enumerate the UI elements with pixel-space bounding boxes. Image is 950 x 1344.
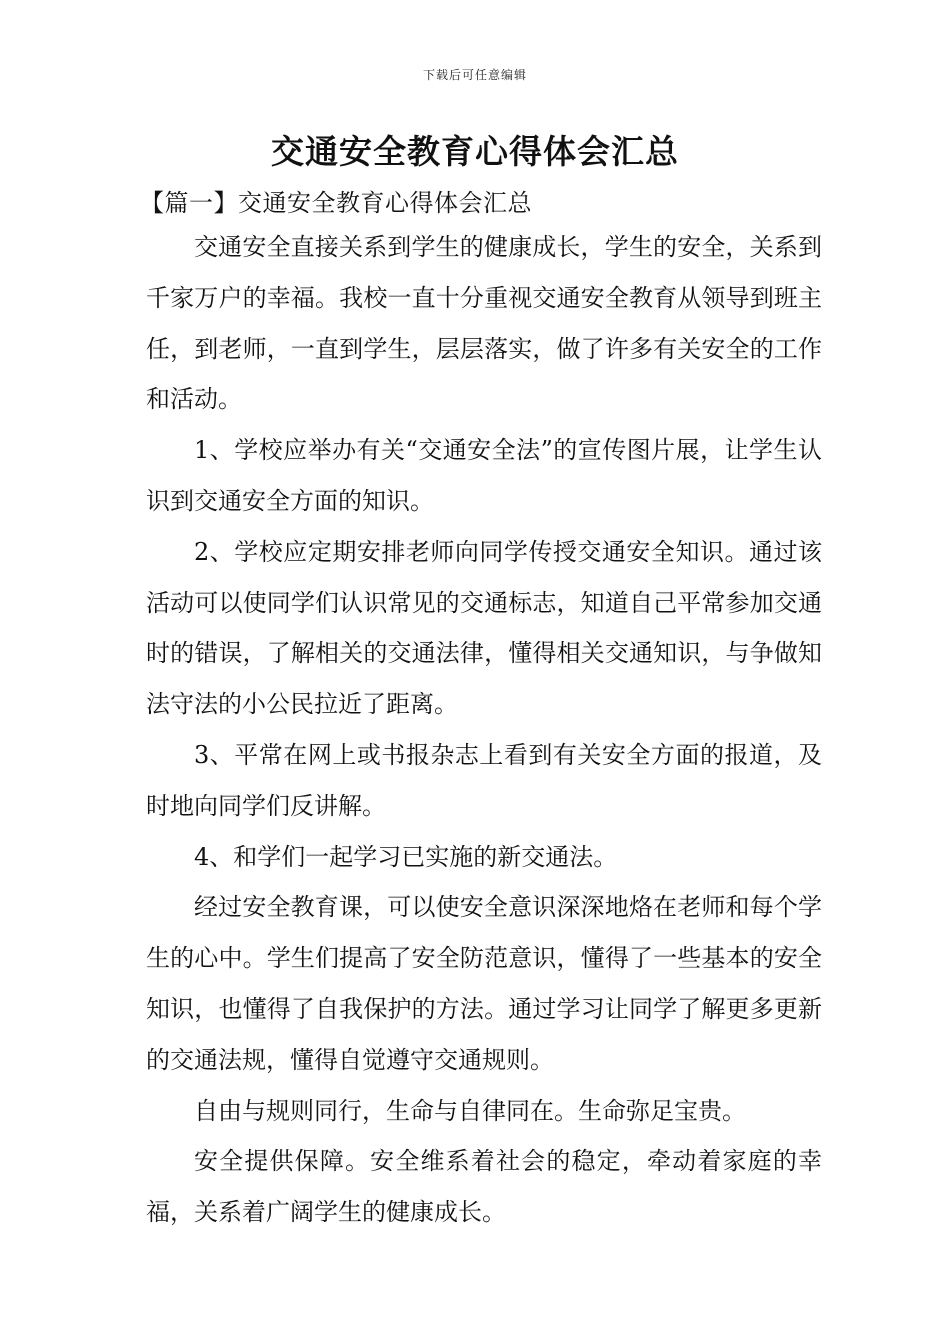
paragraph-intro: 交通安全直接关系到学生的健康成长，学生的安全，关系到千家万户的幸福。我校一直十分重视交通安全教育从领导到班主任，到老师，一直到学生，层层落实，做了许多有关安全的工作和活动。 [146, 233, 822, 414]
paragraph-summary: 经过安全教育课，可以使安全意识深深地烙在老师和每个学生的心中。学生们提高了安全防范意识，懂得了一些基本的安全知识，也懂得了自我保护的方法。通过学习让同学了解更多更新的交通法规，懂得自觉遵守交通规则。 [146, 893, 822, 1074]
paragraph-item-1: 1、学校应举办有关“交通安全法”的宣传图片展，让学生认识到交通安全方面的知识。 [146, 436, 822, 515]
paragraph-item-3: 3、平常在网上或书报杂志上看到有关安全方面的报道，及时地向同学们反讲解。 [146, 740, 822, 820]
header-note: 下载后可任意编辑 [422, 68, 527, 82]
paragraph-item-4: 4、和学们一起学习已实施的新交通法。 [194, 842, 618, 871]
paragraph-item-2: 2、学校应定期安排老师向同学传授交通安全知识。通过该活动可以使同学们认识常见的交通标志，知道自己平常参加交通时的错误，了解相关的交通法律，懂得相关交通知识，与争做知法守法的小公民拉近了距离。 [146, 537, 822, 719]
paragraph-slogan: 自由与规则同行，生命与自律同在。生命弥足宝贵。 [194, 1096, 746, 1125]
section-heading: 【篇一】交通安全教育心得体会汇总 [140, 189, 532, 217]
document-title: 交通安全教育心得体会汇总 [271, 132, 679, 171]
document-body [146, 222, 822, 1238]
paragraph-closing: 安全提供保障。安全维系着社会的稳定，牵动着家庭的幸福，关系着广阔学生的健康成长。 [146, 1147, 822, 1227]
